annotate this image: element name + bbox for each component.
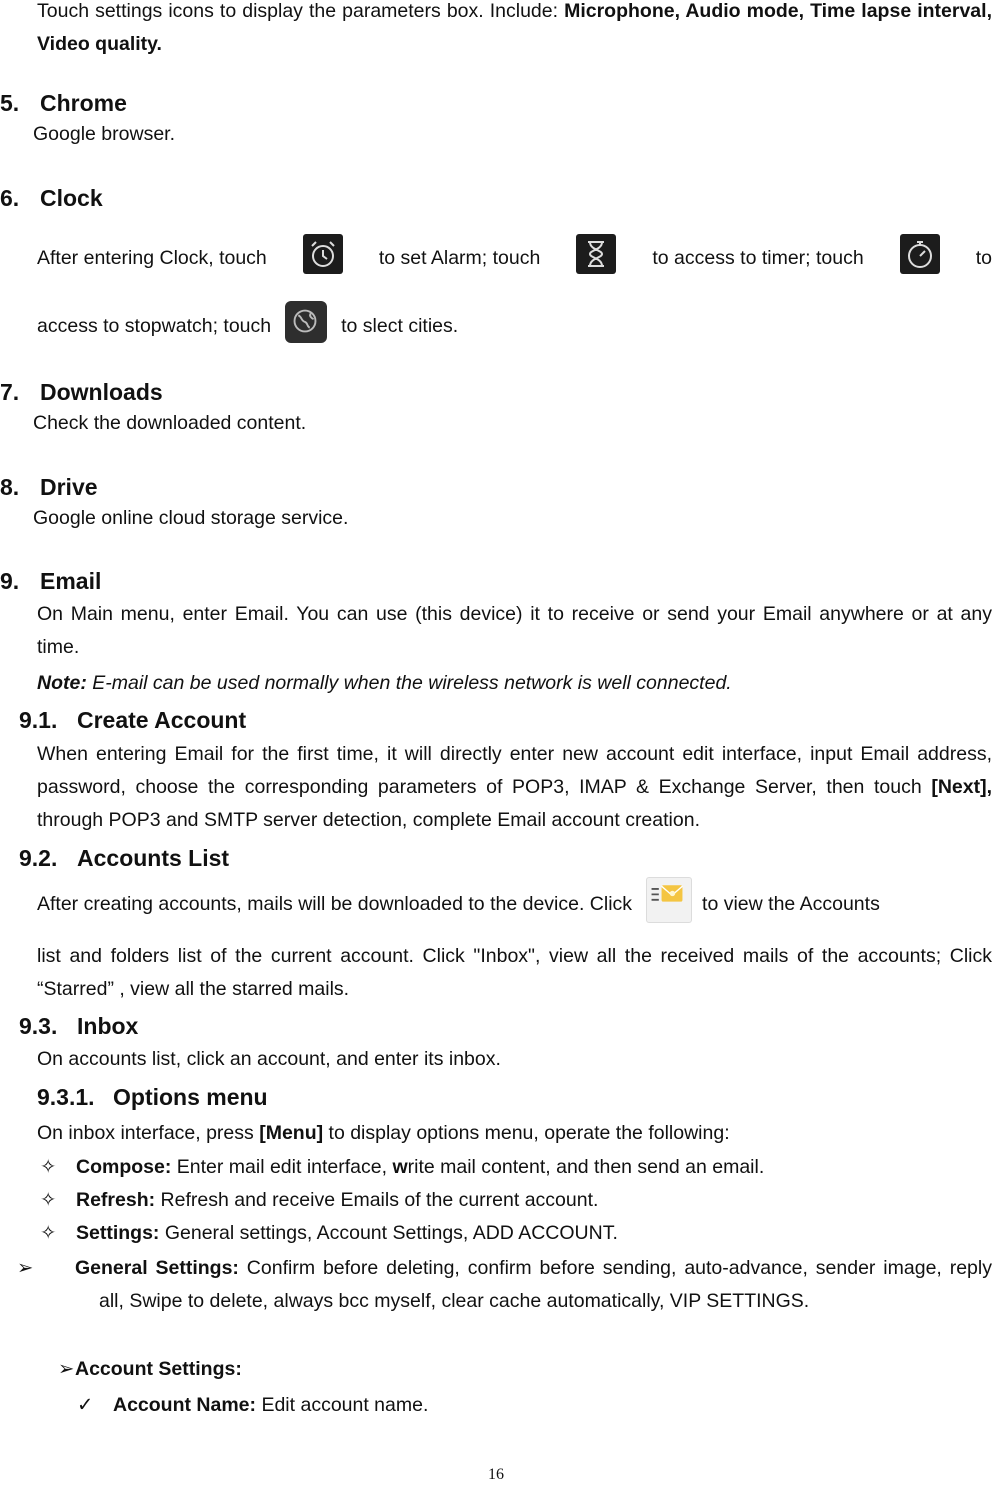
accounts-list-body bbox=[37, 940, 992, 1006]
star-bullet-icon: ✧ bbox=[40, 1189, 57, 1211]
item-text: General settings, Account Settings, ADD ACCOUNT. bbox=[159, 1222, 618, 1244]
item-text: Edit account name. bbox=[256, 1394, 429, 1416]
item-text: rite mail content, and then send an email. bbox=[407, 1156, 765, 1178]
stopwatch-icon bbox=[900, 234, 940, 274]
email-note bbox=[37, 667, 992, 700]
email-accounts-icon bbox=[646, 877, 692, 923]
section-heading-drive bbox=[0, 472, 992, 502]
section-heading-options-menu bbox=[37, 1082, 992, 1112]
star-bullet-icon: ✧ bbox=[40, 1156, 57, 1178]
section-heading-accounts-list bbox=[19, 843, 992, 873]
section-heading-chrome bbox=[0, 88, 992, 118]
menu-key-label: [Menu] bbox=[259, 1122, 324, 1144]
options-menu-intro bbox=[37, 1117, 992, 1150]
section-heading-clock bbox=[0, 183, 992, 213]
item-label: Account Settings: bbox=[75, 1358, 242, 1380]
note-text: E-mail can be used normally when the wireless network is well connected. bbox=[86, 672, 732, 694]
section-number: 9.3. bbox=[19, 1013, 58, 1039]
section-number: 7. bbox=[0, 379, 20, 405]
clock-text: to access to timer; touch bbox=[652, 246, 864, 269]
section-title: Create Account bbox=[77, 707, 247, 733]
section-number: 9.3.1. bbox=[37, 1084, 95, 1110]
create-account-text: through POP3 and SMTP server detection, complete Email account creation. bbox=[37, 809, 700, 831]
create-account-body bbox=[37, 738, 992, 837]
star-bullet-icon: ✧ bbox=[40, 1222, 57, 1244]
item-label: General Settings: bbox=[75, 1257, 239, 1279]
item-label: Compose: bbox=[76, 1156, 172, 1178]
section-title: Options menu bbox=[113, 1084, 268, 1110]
section-number: 9.2. bbox=[19, 845, 58, 871]
clock-text: After entering Clock, touch bbox=[37, 246, 267, 269]
section-title: Clock bbox=[40, 185, 103, 211]
clock-line-1 bbox=[37, 236, 992, 280]
section-number: 8. bbox=[0, 474, 20, 500]
clock-text: access to stopwatch; touch bbox=[37, 314, 272, 337]
section-title: Inbox bbox=[77, 1013, 139, 1039]
next-label: [Next], bbox=[931, 776, 992, 798]
section-title: Drive bbox=[40, 474, 98, 500]
globe-icon bbox=[285, 301, 327, 343]
general-settings-item bbox=[17, 1252, 992, 1318]
create-account-text: When entering Email for the first time, it will directly enter new account edit interface, input Email address, password, choose the corresponding parameters of POP3, IMAP & Exchange Server, then touch bbox=[37, 743, 992, 798]
item-label: Settings: bbox=[76, 1222, 160, 1244]
accounts-list-paragraph: list and folders list of the current account. Click "Inbox", view all the received mails of the accounts; Click “Starred” , view all the starred mails. bbox=[37, 945, 992, 1000]
arrow-bullet-icon: ➢ bbox=[58, 1358, 75, 1380]
intro-paragraph bbox=[37, 0, 992, 61]
intro-text: Touch settings icons to display the parameters box. Include: bbox=[37, 0, 565, 22]
arrow-bullet-icon: ➢ bbox=[17, 1257, 34, 1279]
section-heading-inbox bbox=[19, 1011, 992, 1041]
section-number: 9. bbox=[0, 568, 20, 594]
item-label: Refresh: bbox=[76, 1189, 156, 1211]
account-settings-item bbox=[58, 1353, 992, 1386]
section-heading-downloads bbox=[0, 377, 992, 407]
page-number: 16 bbox=[488, 1466, 504, 1483]
accounts-list-text: After creating accounts, mails will be downloaded to the device. Click bbox=[37, 892, 633, 915]
chrome-description: Google browser. bbox=[33, 123, 175, 145]
item-text-bold: w bbox=[392, 1156, 408, 1178]
check-bullet-icon: ✓ bbox=[77, 1394, 94, 1416]
drive-description: Google online cloud storage service. bbox=[33, 507, 349, 529]
section-number: 5. bbox=[0, 90, 20, 116]
item-text: Confirm before deleting, confirm before sending, auto-advance, sender image, reply all, Swipe to delete, always bcc myself, clear cache automatically, VIP SETTINGS. bbox=[99, 1257, 992, 1312]
options-text: to display options menu, operate the following: bbox=[323, 1122, 730, 1144]
section-number: 6. bbox=[0, 185, 20, 211]
clock-line-2 bbox=[37, 304, 992, 348]
note-label: Note: bbox=[37, 672, 87, 694]
section-heading-email bbox=[0, 566, 992, 596]
clock-text: to set Alarm; touch bbox=[378, 246, 541, 269]
item-text: Refresh and receive Emails of the current account. bbox=[155, 1189, 599, 1211]
inbox-description: On accounts list, click an account, and enter its inbox. bbox=[37, 1048, 501, 1070]
section-title: Accounts List bbox=[77, 845, 230, 871]
options-text: On inbox interface, press bbox=[37, 1122, 260, 1144]
section-title: Downloads bbox=[40, 379, 163, 405]
section-number: 9.1. bbox=[19, 707, 58, 733]
clock-text: to bbox=[975, 246, 992, 269]
item-label: Account Name: bbox=[113, 1394, 257, 1416]
section-title: Email bbox=[40, 568, 102, 594]
accounts-list-line-1 bbox=[37, 880, 992, 928]
timer-icon bbox=[576, 234, 616, 274]
clock-text: to slect cities. bbox=[341, 314, 459, 337]
section-title: Chrome bbox=[40, 90, 127, 116]
item-text: Enter mail edit interface, bbox=[171, 1156, 393, 1178]
email-paragraph: On Main menu, enter Email. You can use (this device) it to receive or send your Email anywhere or at any time. bbox=[37, 603, 992, 658]
alarm-icon bbox=[303, 234, 343, 274]
section-heading-create-account bbox=[19, 705, 992, 735]
accounts-list-text: to view the Accounts bbox=[702, 892, 880, 915]
intro-bold-params: Microphone, Audio mode, Time lapse interval, Video quality. bbox=[37, 0, 992, 55]
downloads-description: Check the downloaded content. bbox=[33, 412, 307, 434]
email-body bbox=[37, 598, 992, 664]
